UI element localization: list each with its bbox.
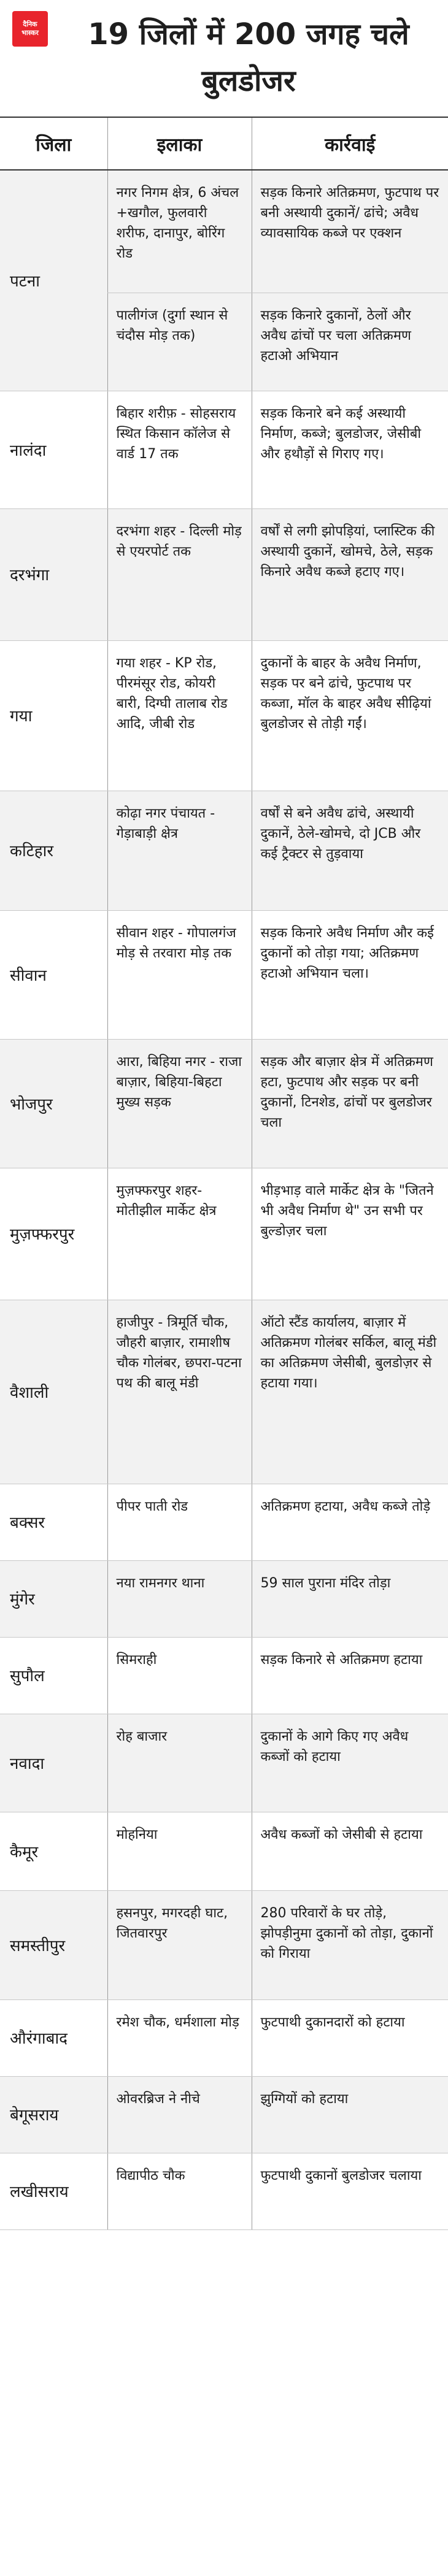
- area-cell: मोहनिया: [107, 1812, 252, 1890]
- area-cell: रमेश चौक, धर्मशाला मोड़: [107, 1999, 252, 2076]
- action-cell: सड़क किनारे बने कई अस्थायी निर्माण, कब्जे; बुलडोजर, जेसीबी और हथौड़ों से गिराए गए।: [252, 391, 448, 508]
- district-cell: सीवान: [0, 910, 107, 1039]
- action-cell: 59 साल पुराना मंदिर तोड़ा: [252, 1560, 448, 1637]
- action-cell: अतिक्रमण हटाया, अवैध कब्जे तोड़े: [252, 1484, 448, 1560]
- table-row: [0, 1039, 448, 1168]
- table-row: [0, 1637, 448, 1714]
- table-row: [0, 910, 448, 1039]
- area-cell: गया शहर - KP रोड, पीरमंसूर रोड, कोयरी बारी, दिग्घी तालाब रोड आदि, जीबी रोड: [107, 640, 252, 791]
- district-cell: लखीसराय: [0, 2153, 107, 2229]
- bulldozer-action-table: [0, 117, 448, 2230]
- district-cell: गया: [0, 640, 107, 791]
- district-cell: कैमूर: [0, 1812, 107, 1890]
- district-cell: भोजपुर: [0, 1039, 107, 1168]
- action-cell: सड़क और बाज़ार क्षेत्र में अतिक्रमण हटा, फुटपाथ और सड़क पर बनी दुकानों, टिनशेड, ढांचों पर बुलडोजर चला: [252, 1039, 448, 1168]
- district-cell: वैशाली: [0, 1300, 107, 1484]
- action-cell: वर्षों से बने अवैध ढांचे, अस्थायी दुकानें, ठेले-खोमचे, दो JCB और कई ट्रैक्टर से तुड़वाया: [252, 791, 448, 910]
- district-cell: बक्सर: [0, 1484, 107, 1560]
- area-cell: कोढ़ा नगर पंचायत - गेड़ाबाड़ी क्षेत्र: [107, 791, 252, 910]
- table-row: [0, 170, 448, 293]
- logo-line1: दैनिक: [23, 20, 37, 28]
- district-cell: कटिहार: [0, 791, 107, 910]
- table-row: [0, 1484, 448, 1560]
- area-cell: पीपर पाती रोड: [107, 1484, 252, 1560]
- area-cell: पालीगंज (दुर्गा स्थान से चंदौस मोड़ तक): [107, 293, 252, 391]
- column-header-district: जिला: [0, 117, 107, 170]
- district-cell: सुपौल: [0, 1637, 107, 1714]
- logo-line2: भास्कर: [21, 29, 39, 37]
- action-cell: फुटपाथी दुकानों बुलडोजर चलाया: [252, 2153, 448, 2229]
- action-cell: सड़क किनारे दुकानों, ठेलों और अवैध ढांचों पर चला अतिक्रमण हटाओ अभियान: [252, 293, 448, 391]
- area-cell: ओवरब्रिज ने नीचे: [107, 2076, 252, 2153]
- area-cell: आरा, बिहिया नगर - राजा बाज़ार, बिहिया-बिहटा मुख्य सड़क: [107, 1039, 252, 1168]
- district-cell: मुज़फ्फरपुर: [0, 1168, 107, 1300]
- table-header-row: [0, 117, 448, 170]
- action-cell: सड़क किनारे अतिक्रमण, फुटपाथ पर बनी अस्थायी दुकानें/ ढांचे; अवैध व्यावसायिक कब्जे पर एक्शन: [252, 170, 448, 293]
- action-cell: झुग्गियों को हटाया: [252, 2076, 448, 2153]
- area-cell: नगर निगम क्षेत्र, 6 अंचल +खगौल, फुलवारी शरीफ, दानापुर, बोरिंग रोड: [107, 170, 252, 293]
- area-cell: बिहार शरीफ़ - सोहसराय स्थित किसान कॉलेज से वार्ड 17 तक: [107, 391, 252, 508]
- action-cell: ऑटो स्टैंड कार्यालय, बाज़ार में अतिक्रमण गोलंबर सर्किल, बालू मंडी का अतिक्रमण जेसीबी, बुलडोज़र से हटाया गया।: [252, 1300, 448, 1484]
- action-cell: दुकानों के बाहर के अवैध निर्माण, सड़क पर बने ढांचे, फुटपाथ पर कब्जा, मॉल के बाहर अवैध सीढ़ियां बुलडोजर से तोड़ी गईं।: [252, 640, 448, 791]
- district-cell: समस्तीपुर: [0, 1890, 107, 1999]
- area-cell: हाजीपुर - त्रिमूर्ति चौक, जौहरी बाज़ार, रामाशीष चौक गोलंबर, छपरा-पटना पथ की बालू मंडी: [107, 1300, 252, 1484]
- page-header: [0, 0, 448, 117]
- table-row: [0, 1812, 448, 1890]
- column-header-area: इलाका: [107, 117, 252, 170]
- area-cell: सिमराही: [107, 1637, 252, 1714]
- district-cell: मुंगेर: [0, 1560, 107, 1637]
- action-cell: 280 परिवारों के घर तोड़े, झोपड़ीनुमा दुकानों को तोड़ा, दुकानों को गिराया: [252, 1890, 448, 1999]
- table-row: [0, 640, 448, 791]
- table-row: [0, 1999, 448, 2076]
- dainik-bhaskar-logo: [12, 11, 48, 47]
- action-cell: वर्षों से लगी झोपड़ियां, प्लास्टिक की अस्थायी दुकानें, खोमचे, ठेले, सड़क किनारे अवैध कब्जे हटाए गए।: [252, 508, 448, 640]
- area-cell: सीवान शहर - गोपालगंज मोड़ से तरवारा मोड़ तक: [107, 910, 252, 1039]
- action-cell: दुकानों के आगे किए गए अवैध कब्जों को हटाया: [252, 1714, 448, 1812]
- area-cell: मुज़फ्फरपुर शहर- मोतीझील मार्केट क्षेत्र: [107, 1168, 252, 1300]
- table-row: [0, 1560, 448, 1637]
- action-cell: फुटपाथी दुकानदारों को हटाया: [252, 1999, 448, 2076]
- district-cell: दरभंगा: [0, 508, 107, 640]
- table-row: [0, 1300, 448, 1484]
- table-row: [0, 791, 448, 910]
- table-row: [0, 2153, 448, 2229]
- area-cell: नया रामनगर थाना: [107, 1560, 252, 1637]
- district-cell: नालंदा: [0, 391, 107, 508]
- page-title: 19 जिलों में 200 जगह चले बुलडोजर: [88, 17, 409, 98]
- district-cell: पटना: [0, 170, 107, 391]
- action-cell: सड़क किनारे अवैध निर्माण और कई दुकानों को तोड़ा गया; अतिक्रमण हटाओ अभियान चला।: [252, 910, 448, 1039]
- area-cell: विद्यापीठ चौक: [107, 2153, 252, 2229]
- area-cell: हसनपुर, मगरदही घाट, जितवारपुर: [107, 1890, 252, 1999]
- district-cell: औरंगाबाद: [0, 1999, 107, 2076]
- action-cell: अवैध कब्जों को जेसीबी से हटाया: [252, 1812, 448, 1890]
- table-row: [0, 1714, 448, 1812]
- action-cell: सड़क किनारे से अतिक्रमण हटाया: [252, 1637, 448, 1714]
- action-cell: भीड़भाड़ वाले मार्केट क्षेत्र के "जितने भी अवैध निर्माण थे" उन सभी पर बुल्डोज़र चला: [252, 1168, 448, 1300]
- table-row: [0, 2076, 448, 2153]
- area-cell: रोह बाजार: [107, 1714, 252, 1812]
- area-cell: दरभंगा शहर - दिल्ली मोड़ से एयरपोर्ट तक: [107, 508, 252, 640]
- table-row: [0, 391, 448, 508]
- table-row: [0, 1168, 448, 1300]
- column-header-action: कार्रवाई: [252, 117, 448, 170]
- table-row: [0, 1890, 448, 1999]
- district-cell: बेगूसराय: [0, 2076, 107, 2153]
- district-cell: नवादा: [0, 1714, 107, 1812]
- table-row: [0, 508, 448, 640]
